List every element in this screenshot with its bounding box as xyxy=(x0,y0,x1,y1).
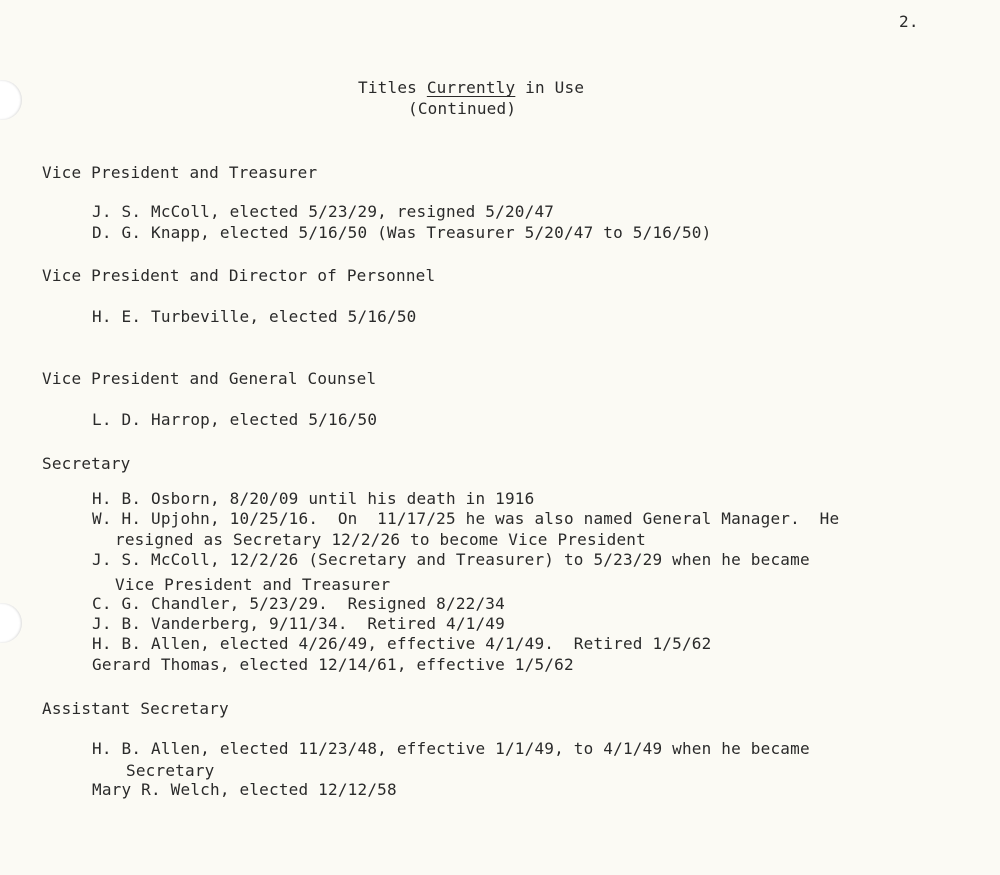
title-underlined-word: Currently xyxy=(426,78,516,97)
entry-line: H. B. Osborn, 8/20/09 until his death in 1916 xyxy=(92,489,535,508)
entry-line: D. G. Knapp, elected 5/16/50 (Was Treasurer 5/20/47 to 5/16/50) xyxy=(92,223,712,242)
entry-line: C. G. Chandler, 5/23/29. Resigned 8/22/34 xyxy=(92,594,505,613)
entry-line: H. E. Turbeville, elected 5/16/50 xyxy=(92,307,417,326)
page-title xyxy=(358,78,584,98)
entry-continuation-line: Vice President and Treasurer xyxy=(115,575,391,594)
entry-line: H. B. Allen, elected 11/23/48, effective 1/1/49, to 4/1/49 when he became xyxy=(92,739,810,758)
entry-line: Mary R. Welch, elected 12/12/58 xyxy=(92,780,397,799)
entry-continuation-line: Secretary xyxy=(126,761,215,780)
page-subtitle: (Continued) xyxy=(408,99,517,118)
section-heading-secretary: Secretary xyxy=(42,454,131,473)
section-heading-vp-personnel: Vice President and Director of Personnel xyxy=(42,266,436,285)
entry-line: J. S. McColl, 12/2/26 (Secretary and Treasurer) to 5/23/29 when he became xyxy=(92,550,810,569)
entry-line: L. D. Harrop, elected 5/16/50 xyxy=(92,410,378,429)
title-prefix: Titles xyxy=(358,78,427,97)
entry-line: H. B. Allen, elected 4/26/49, effective 4/1/49. Retired 1/5/62 xyxy=(92,634,712,653)
page-number: 2. xyxy=(899,12,919,31)
entry-line: Gerard Thomas, elected 12/14/61, effective 1/5/62 xyxy=(92,655,574,674)
entry-line: J. S. McColl, elected 5/23/29, resigned 5/20/47 xyxy=(92,202,555,221)
title-suffix: in Use xyxy=(515,78,585,97)
binder-hole-bottom xyxy=(0,603,22,643)
section-heading-vp-counsel: Vice President and General Counsel xyxy=(42,369,377,388)
entry-line: W. H. Upjohn, 10/25/16. On 11/17/25 he was also named General Manager. He xyxy=(92,509,840,528)
entry-continuation-line: resigned as Secretary 12/2/26 to become Vice President xyxy=(115,530,646,549)
binder-hole-top xyxy=(0,80,22,120)
section-heading-assistant-secretary: Assistant Secretary xyxy=(42,699,229,718)
section-heading-vp-treasurer: Vice President and Treasurer xyxy=(42,163,318,182)
entry-line: J. B. Vanderberg, 9/11/34. Retired 4/1/49 xyxy=(92,614,505,633)
